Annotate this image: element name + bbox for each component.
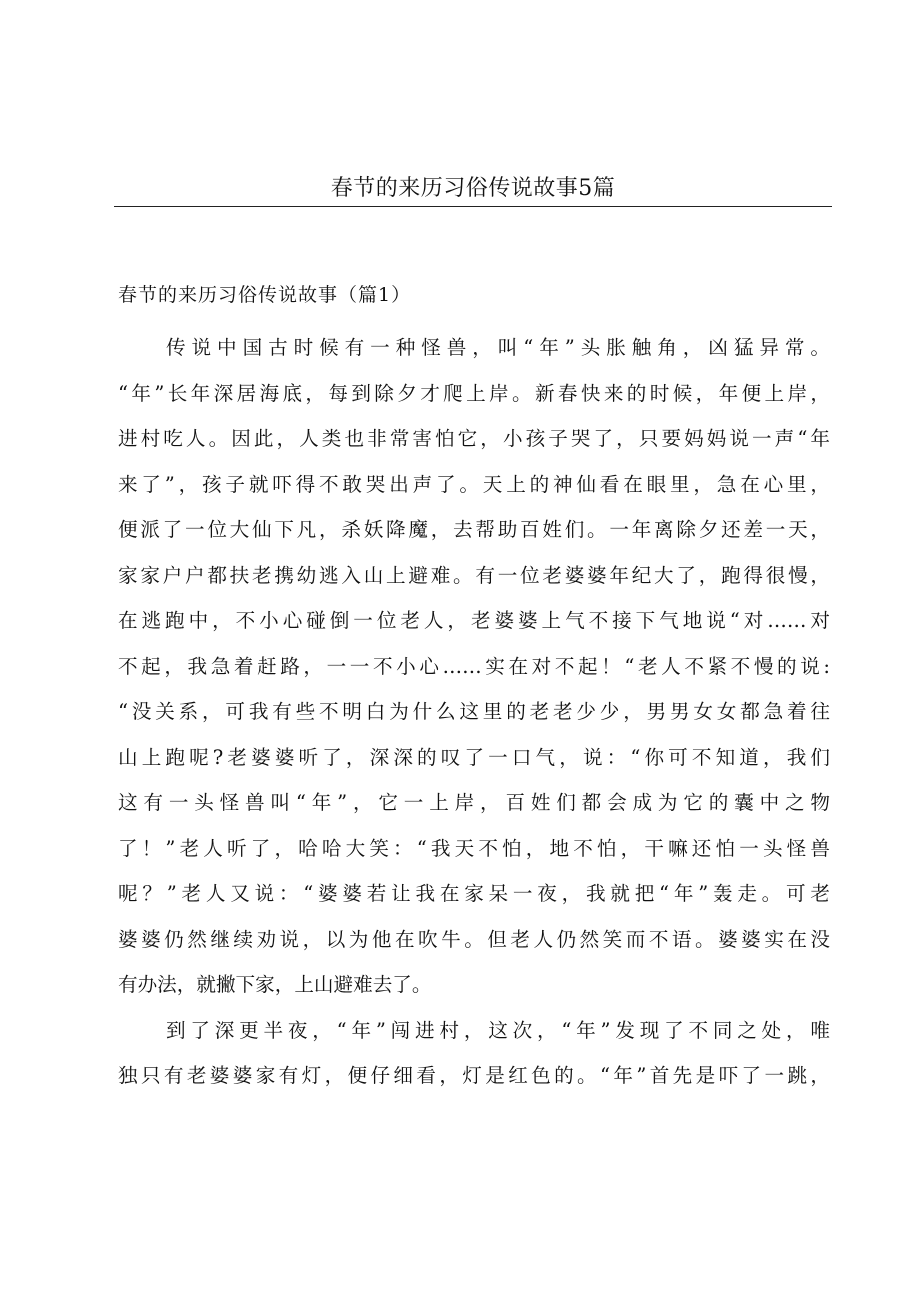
paragraph-1-line-10: 山上跑呢?老婆婆听了，深深的叹了一口气，说：“你可不知道，我们 [118, 745, 830, 769]
paragraph-1-line-7: 在逃跑中，不小心碰倒一位老人，老婆婆上气不接下气地说“对……对 [118, 609, 830, 632]
paragraph-1-line-12: 了！”老人听了，哈哈大笑：“我天不怕，地不怕，干嘛还怕一头怪兽 [118, 836, 830, 860]
paragraph-1-line-4: 来了”，孩子就吓得不敢哭出声了。天上的神仙看在眼里，急在心里， [118, 472, 830, 496]
paragraph-1-line-14: 婆婆仍然继续劝说，以为他在吹牛。但老人仍然笑而不语。婆婆实在没 [118, 927, 830, 951]
paragraph-1-line-3: 进村吃人。因此，人类也非常害怕它，小孩子哭了，只要妈妈说一声“年 [118, 427, 830, 450]
paragraph-2-line-2: 独只有老婆婆家有灯，便仔细看，灯是红色的。“年”首先是吓了一跳， [118, 1064, 830, 1087]
paragraph-1-line-15: 有办法，就撇下家，上山避难去了。 [118, 973, 432, 996]
document-title: 春节的来历习俗传说故事5篇 [330, 176, 616, 201]
paragraph-1-line-5: 便派了一位大仙下凡，杀妖降魔，去帮助百姓们。一年离除夕还差一天， [118, 518, 830, 541]
paragraph-1-line-8: 不起，我急着赶路，一一不小心……实在对不起！“老人不紧不慢的说: [118, 654, 830, 678]
section-heading: 春节的来历习俗传说故事（篇1） [118, 284, 412, 306]
paragraph-1-line-13: 呢？”老人又说：“婆婆若让我在家呆一夜，我就把“年”轰走。可老 [118, 882, 830, 905]
paragraph-1-line-11: 这有一头怪兽叫“年”，它一上岸，百姓们都会成为它的囊中之物 [118, 791, 830, 814]
paragraph-2-line-1: 到了深更半夜，“年”闯进村，这次，“年”发现了不同之处，唯 [166, 1018, 830, 1042]
paragraph-1-line-6: 家家户户都扶老携幼逃入山上避难。有一位老婆婆年纪大了，跑得很慢， [118, 563, 830, 587]
paragraph-1-line-2: “年”长年深居海底，每到除夕才爬上岸。新春快来的时候，年便上岸， [118, 381, 830, 405]
paragraph-1-line-1: 传说中国古时候有一种怪兽，叫“年”头胀触角，凶猛异常。 [166, 336, 830, 359]
paragraph-1-line-9: “没关系，可我有些不明白为什么这里的老老少少，男男女女都急着往 [118, 700, 830, 723]
body-text [118, 325, 830, 1099]
title-underline [114, 206, 832, 207]
